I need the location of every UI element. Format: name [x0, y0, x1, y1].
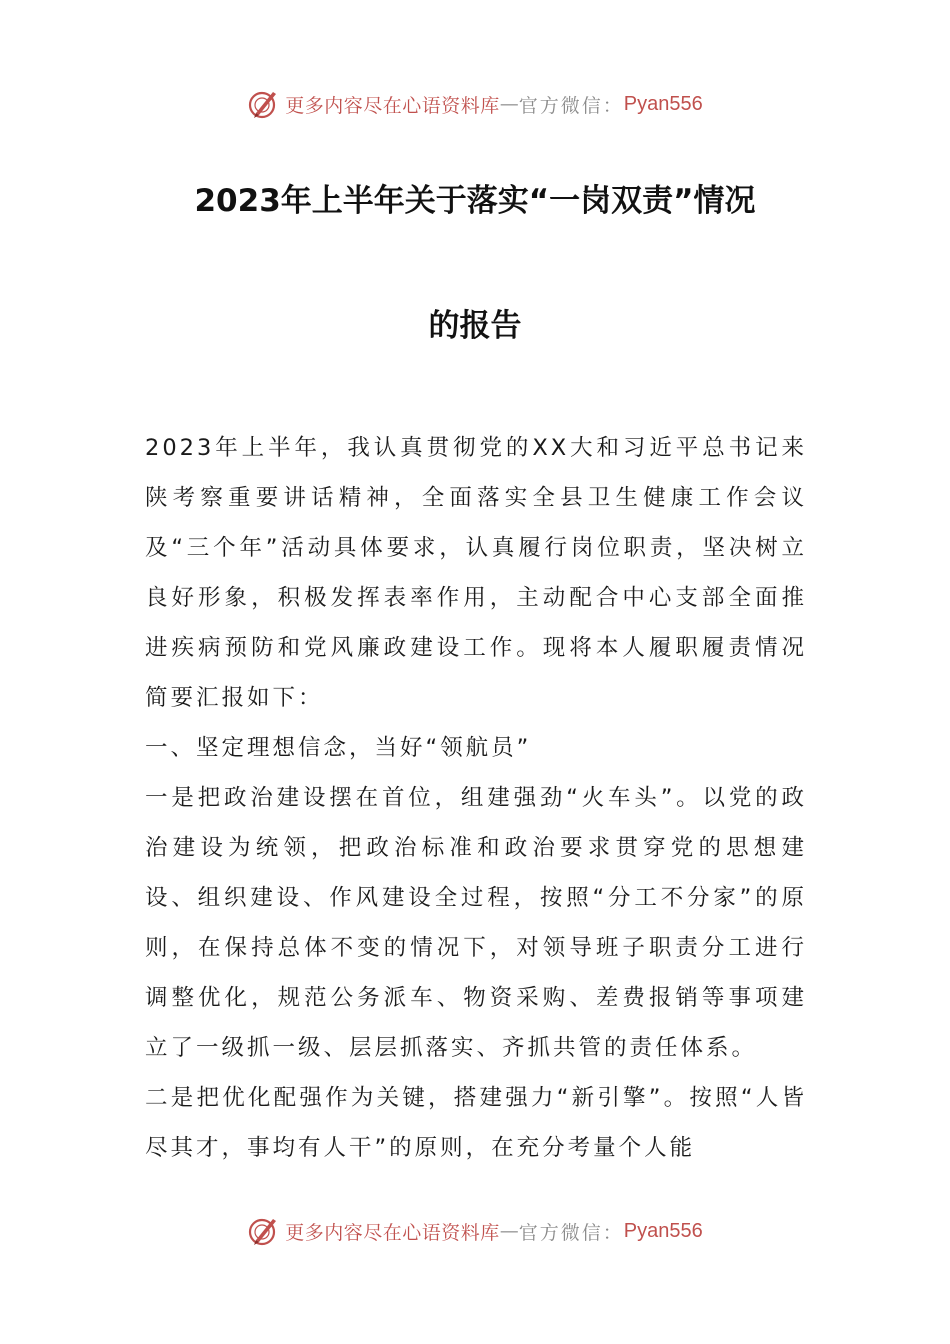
body-paragraph-2: 二是把优化配强作为关键，搭建强力“新引擎”。按照“人皆尽其才，事均有人干”的原则，在充分考量个人能 — [145, 1085, 807, 1161]
wechat-label: 官方微信： — [518, 1221, 624, 1244]
banner-separator: — — [499, 1220, 519, 1242]
wechat-label: 官方微信： — [518, 94, 624, 117]
site-name: 更多内容尽在心语资料库 — [285, 94, 500, 117]
wechat-id: Pyan556 — [623, 92, 703, 115]
site-name: 更多内容尽在心语资料库 — [285, 1221, 500, 1244]
pen-circle-logo-icon — [247, 87, 281, 121]
body-paragraph-intro: 2023年上半年，我认真贯彻党的XX大和习近平总书记来陕考察重要讲话精神，全面落实全县卫生健康工作会议及“三个年”活动具体要求，认真履行岗位职责，坚决树立良好形象，积极发挥表率作用，主动配合中心支部全面推进疾病预防和党风廉政建设工作。现将本人履职履责情况简要汇报如下： — [145, 435, 807, 711]
footer-banner — [0, 1211, 950, 1251]
body-paragraph-1: 一是把政治建设摆在首位，组建强劲“火车头”。以党的政治建设为统领，把政治标准和政治要求贯穿党的思想建设、组织建设、作风建设全过程，按照“分工不分家”的原则，在保持总体不变的情况下，对领导班子职责分工进行调整优化，规范公务派车、物资采购、差费报销等事项建立了一级抓一级、层层抓落实、齐抓共管的责任体系。 — [145, 785, 807, 1061]
banner-separator: — — [499, 93, 519, 115]
document-title-line-2: 的报告 — [428, 308, 522, 344]
document-title-line-1: 2023年上半年关于落实“一岗双责”情况 — [194, 183, 756, 219]
document-body — [145, 423, 807, 1173]
wechat-id: Pyan556 — [623, 1219, 703, 1242]
header-banner — [0, 84, 950, 124]
section-heading-1: 一、坚定理想信念，当好“领航员” — [145, 735, 532, 761]
pen-circle-logo-icon — [247, 1214, 281, 1248]
